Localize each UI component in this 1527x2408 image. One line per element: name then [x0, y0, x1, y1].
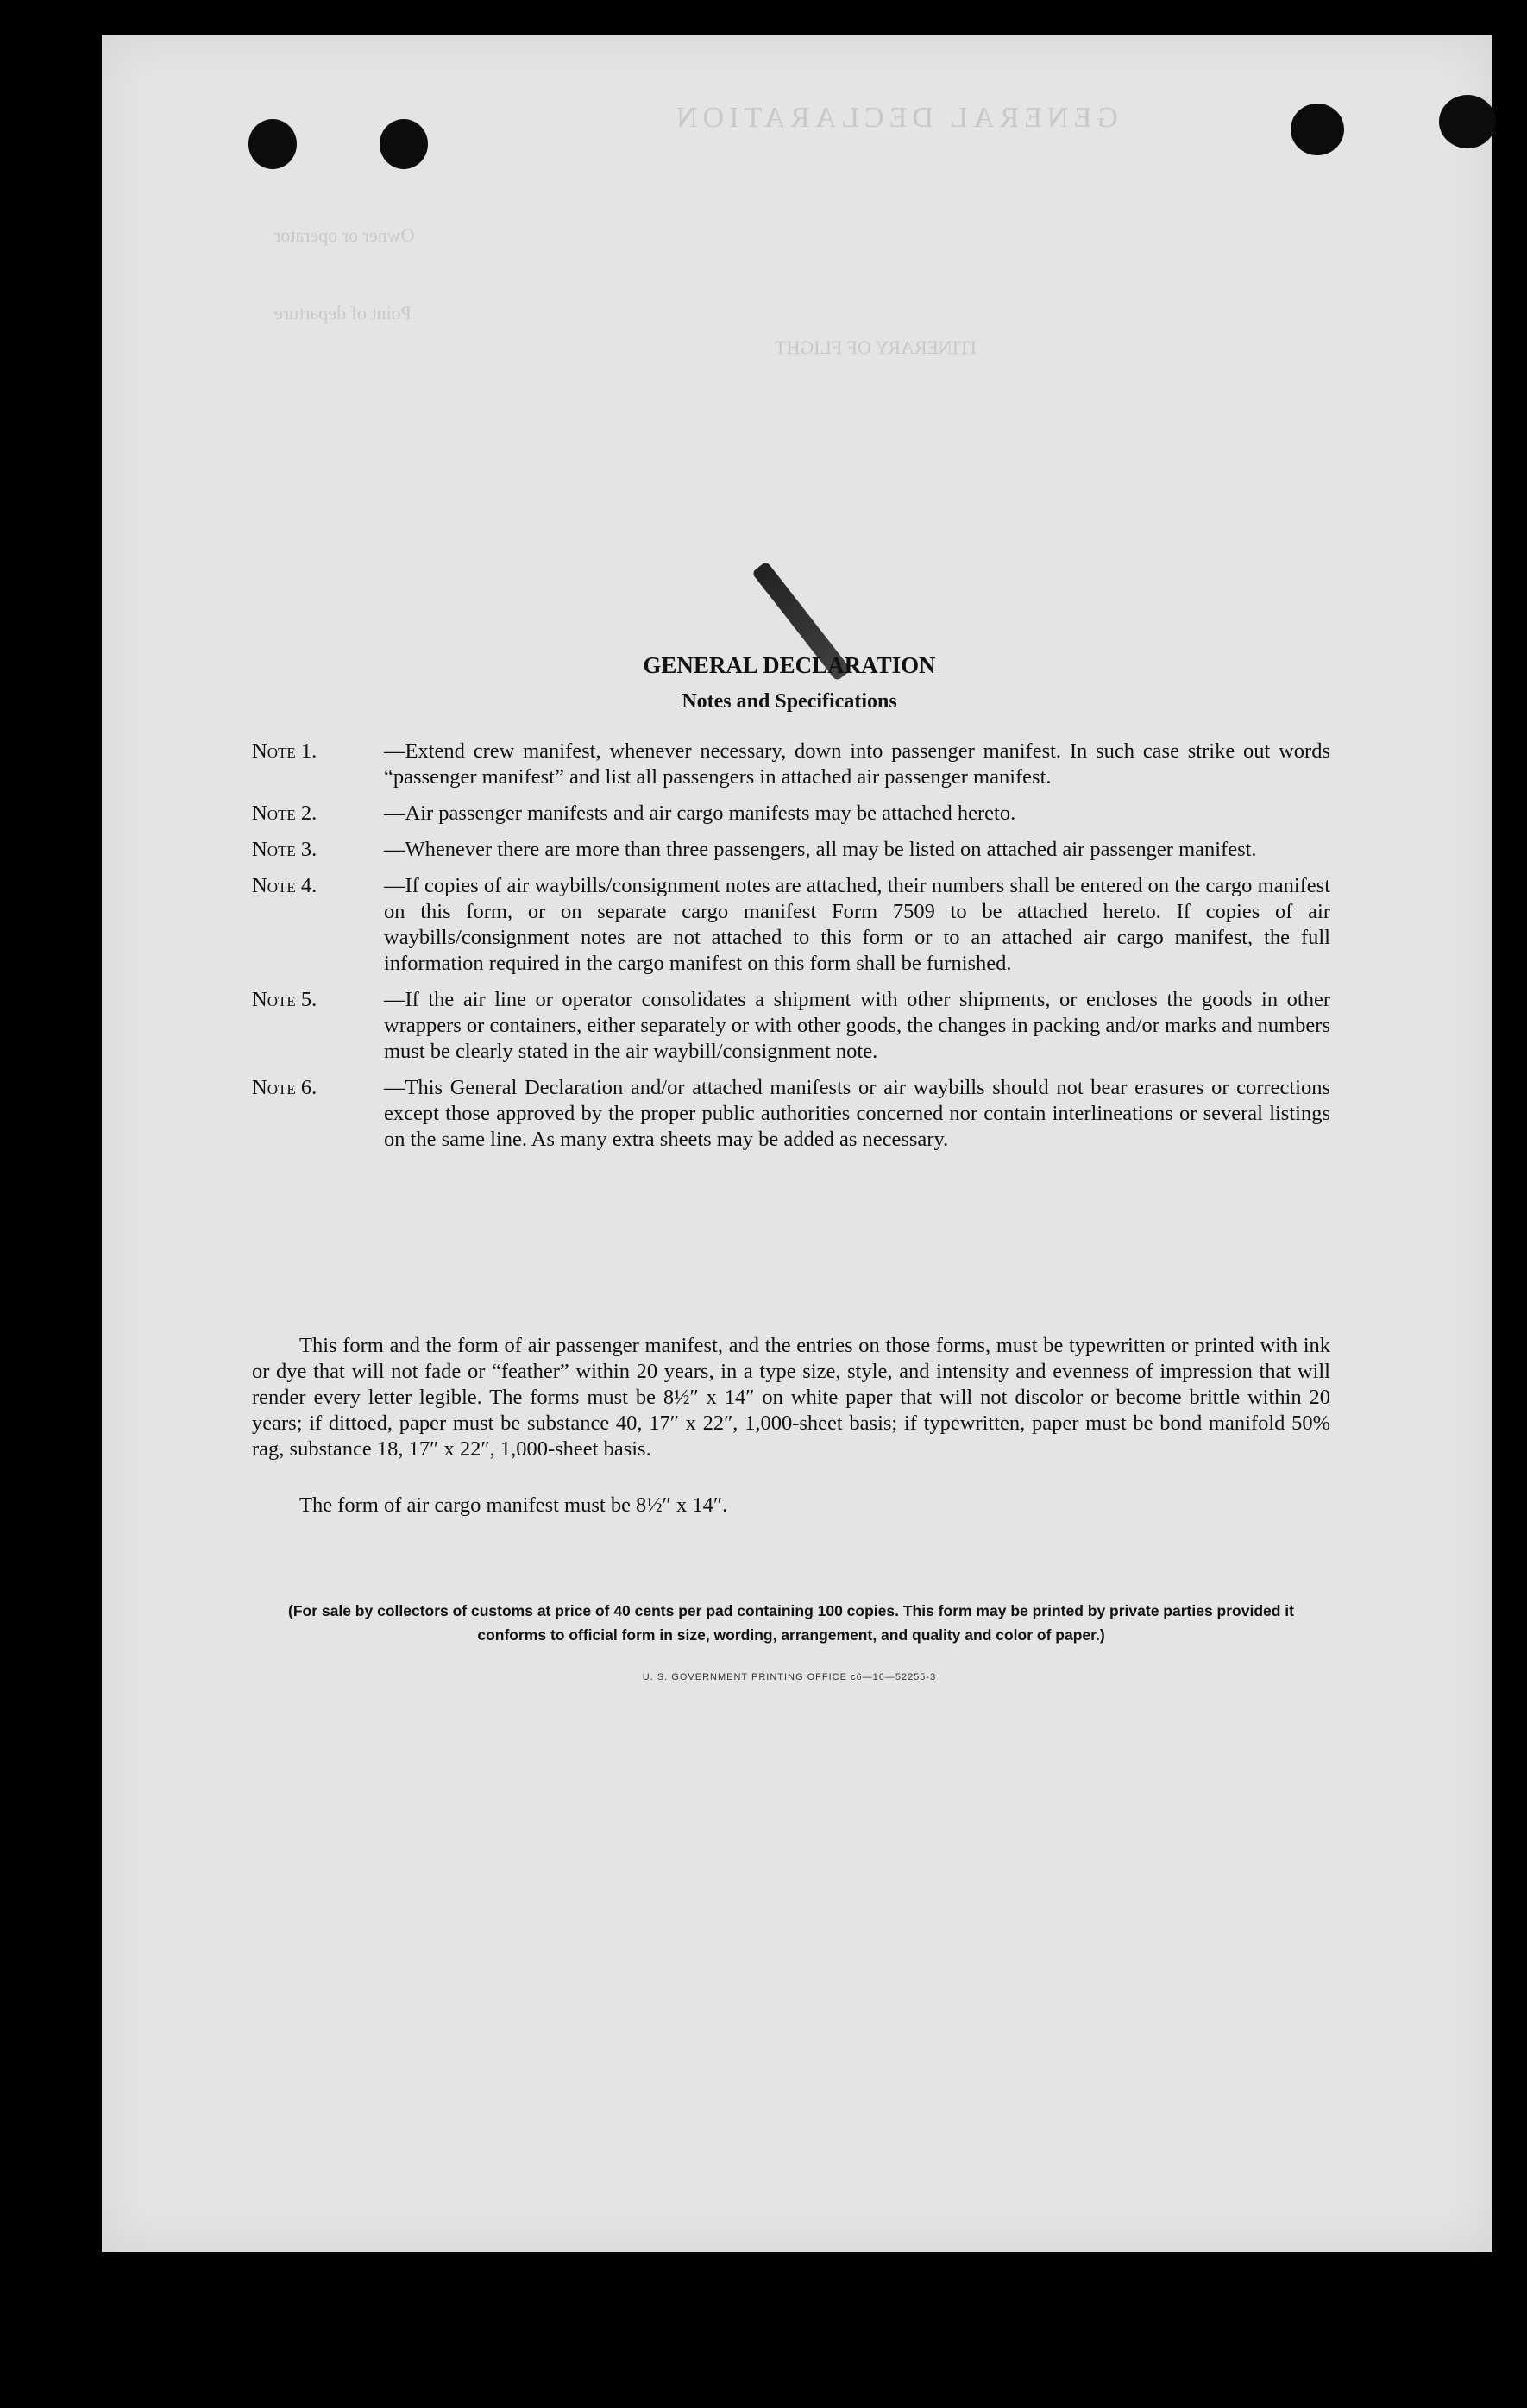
- note-text: —If the air line or operator consolidates a shipment with other shipments, or encloses the goods in other wrappers or containers, either separately or with other goods, the changes in packing and/or marks and numbers must be clearly stated in the air waybill/consignment note.: [384, 988, 1330, 1063]
- note-label: Note 6.: [252, 1076, 317, 1099]
- note-text: —Extend crew manifest, whenever necessary, down into passenger manifest. In such case strike out words “passenger manifest” and list all passengers in attached air passenger manifest.: [384, 739, 1330, 789]
- sale-note: (For sale by collectors of customs at price of 40 cents per pad containing 100 copies. This form may be printed by private parties provided it conforms to official form in size, wording, arrangement, and quality and color of paper.): [288, 1602, 1294, 1644]
- note-6: [252, 1075, 1330, 1153]
- document-subtitle: Notes and Specifications: [682, 690, 897, 713]
- note-3: [252, 837, 1330, 863]
- punch-hole: [248, 119, 297, 169]
- bleed-through-text: Point of departure: [274, 302, 412, 324]
- note-text: —Whenever there are more than three passengers, all may be listed on attached air passenger manifest.: [384, 838, 1257, 861]
- note-2: [252, 801, 1330, 827]
- note-5: [252, 987, 1330, 1065]
- punch-hole: [1291, 104, 1344, 155]
- note-label: Note 1.: [252, 739, 317, 763]
- cargo-manifest-size-note: The form of air cargo manifest must be 8½″ x 14″.: [299, 1493, 728, 1517]
- bleed-through-text: ITINERARY OF FLIGHT: [775, 336, 977, 358]
- specification-paragraph: This form and the form of air passenger manifest, and the entries on those forms, must be typewritten or printed with ink or dye that will not fade or “feather” within 20 years, in a type size, style, and intensity and evenness of impression that will render every letter legible. The forms must be 8½″ x 14″ on white paper that will not discolor or become brittle within 20 years; if dittoed, paper must be substance 40, 17″ x 22″, 1,000-sheet basis; if typewritten, paper must be bond manifold 50% rag, substance 18, 17″ x 22″, 1,000-sheet basis.: [252, 1334, 1330, 1461]
- note-text: —If copies of air waybills/consignment notes are attached, their numbers shall be entered on the cargo manifest on this form, or on separate cargo manifest Form 7509 to be attached hereto. If copies of air waybills/consignment notes are not attached to this form or to an attached air cargo manifest, the full information required in the cargo manifest on this form shall be furnished.: [384, 874, 1330, 975]
- punch-hole: [1439, 95, 1496, 148]
- note-1: [252, 739, 1330, 790]
- bleed-through-heading: GENERAL DECLARATION: [671, 102, 1118, 134]
- note-label: Note 2.: [252, 802, 317, 825]
- punch-hole: [380, 119, 428, 169]
- bleed-through-text: Owner or operator: [274, 224, 415, 246]
- notes-list: [252, 739, 1330, 1163]
- note-text: —Air passenger manifests and air cargo manifests may be attached hereto.: [384, 802, 1016, 825]
- note-label: Note 3.: [252, 838, 317, 861]
- note-4: [252, 873, 1330, 977]
- note-text: —This General Declaration and/or attached manifests or air waybills should not bear erasures or corrections except those approved by the proper public authorities concerned nor contain interlineations or several listings on the same line. As many extra sheets may be added as necessary.: [384, 1076, 1330, 1151]
- printer-imprint: U. S. GOVERNMENT PRINTING OFFICE c6—16—52255-3: [642, 1672, 937, 1682]
- document-title: GENERAL DECLARATION: [643, 652, 936, 678]
- note-label: Note 5.: [252, 988, 317, 1011]
- note-label: Note 4.: [252, 874, 317, 897]
